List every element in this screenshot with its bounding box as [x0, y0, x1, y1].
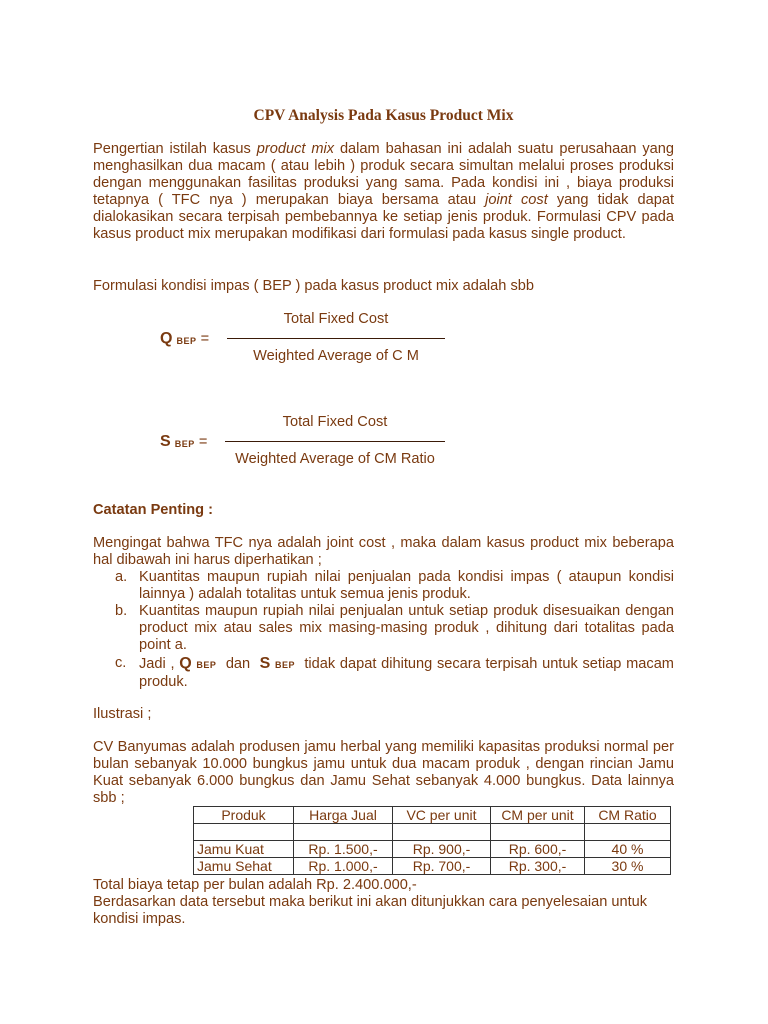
- total-cost-line: Total biaya tetap per bulan adalah Rp. 2.400.000,-: [93, 877, 417, 893]
- table-cell: Rp. 900,-: [393, 841, 491, 858]
- table-cell: Rp. 1.000,-: [294, 858, 393, 875]
- q-bep-label: Q BEP =: [160, 330, 210, 347]
- table-cell: 40 %: [585, 841, 671, 858]
- table-cell: Rp. 300,-: [491, 858, 585, 875]
- table-header-cell: Harga Jual: [294, 807, 393, 824]
- table-cell: 30 %: [585, 858, 671, 875]
- table-row: [194, 841, 671, 858]
- table-header-row: [194, 807, 671, 824]
- closing-paragraph: Berdasarkan data tersebut maka berikut ini akan ditunjukkan cara penyelesaian untuk kondisi impas.: [93, 894, 648, 927]
- q-bep-numerator: Total Fixed Cost: [283, 311, 389, 327]
- table-cell: Rp. 700,-: [393, 858, 491, 875]
- s-bep-denominator: Weighted Average of CM Ratio: [235, 451, 435, 467]
- table-cell: Rp. 1.500,-: [294, 841, 393, 858]
- table-header-cell: Produk: [194, 807, 294, 824]
- table-cell: Rp. 600,-: [491, 841, 585, 858]
- notes-heading: Catatan Penting :: [93, 502, 213, 518]
- case-paragraph: CV Banyumas adalah produsen jamu herbal yang memiliki kapasitas produksi normal per bulan sebanyak 10.000 bungkus jamu untuk dua macam produk , dengan rincian Jamu Kuat sebanyak 6.000 bungkus dan Jamu Sehat sebanyak 4.000 bungkus. Data lainnya sbb ;: [93, 739, 674, 806]
- list-item: c. Jadi , Q BEP dan S BEP tidak dapat dihitung secara terpisah untuk setiap macam produk.: [115, 655, 674, 690]
- s-bep-fraction-line: [225, 441, 445, 442]
- table-cell: [585, 824, 671, 841]
- table-header-cell: CM per unit: [491, 807, 585, 824]
- table-cell: [393, 824, 491, 841]
- table-row: [194, 858, 671, 875]
- page-title: CPV Analysis Pada Kasus Product Mix: [253, 107, 514, 124]
- table-cell: [194, 824, 294, 841]
- table-row: [194, 824, 671, 841]
- s-bep-numerator: Total Fixed Cost: [282, 414, 388, 430]
- formula-intro: Formulasi kondisi impas ( BEP ) pada kasus product mix adalah sbb: [93, 278, 534, 294]
- intro-paragraph: Pengertian istilah kasus product mix dalam bahasan ini adalah suatu perusahaan yang menghasilkan dua macam ( atau lebih ) produk secara simultan melalui proses produksi dengan menggunakan fasilitas produksi yang sama. Pada kondisi ini , biaya produksi tetapnya ( TFC nya ) merupakan biaya bersama atau joint cost yang tidak dapat dialokasikan secara terpisah pembebannya ke setiap jenis produk. Formulasi CPV pada kasus product mix merupakan modifikasi dari formulasi pada kasus single product.: [93, 141, 675, 242]
- product-data-table: [193, 806, 671, 875]
- notes-intro: Mengingat bahwa TFC nya adalah joint cost , maka dalam kasus product mix beberapa hal dibawah ini harus diperhatikan ;: [93, 535, 674, 568]
- q-bep-denominator: Weighted Average of C M: [253, 348, 419, 364]
- table-cell: Jamu Kuat: [194, 841, 294, 858]
- list-item: a. Kuantitas maupun rupiah nilai penjualan pada kondisi impas ( ataupun kondisi lainnya ) adalah totalitas untuk semua jenis produk.: [115, 569, 674, 602]
- table-cell: [294, 824, 393, 841]
- table-cell: Jamu Sehat: [194, 858, 294, 875]
- s-bep-label: S BEP =: [160, 433, 208, 450]
- table-header-cell: CM Ratio: [585, 807, 671, 824]
- q-bep-fraction-line: [227, 338, 445, 339]
- list-item: b. Kuantitas maupun rupiah nilai penjualan untuk setiap produk disesuaikan dengan product mix atau sales mix masing-masing produk , dihitung dari totalitas pada point a.: [115, 603, 674, 653]
- illustration-label: Ilustrasi ;: [93, 706, 152, 722]
- notes-list: [93, 569, 674, 691]
- table-header-cell: VC per unit: [393, 807, 491, 824]
- table-cell: [491, 824, 585, 841]
